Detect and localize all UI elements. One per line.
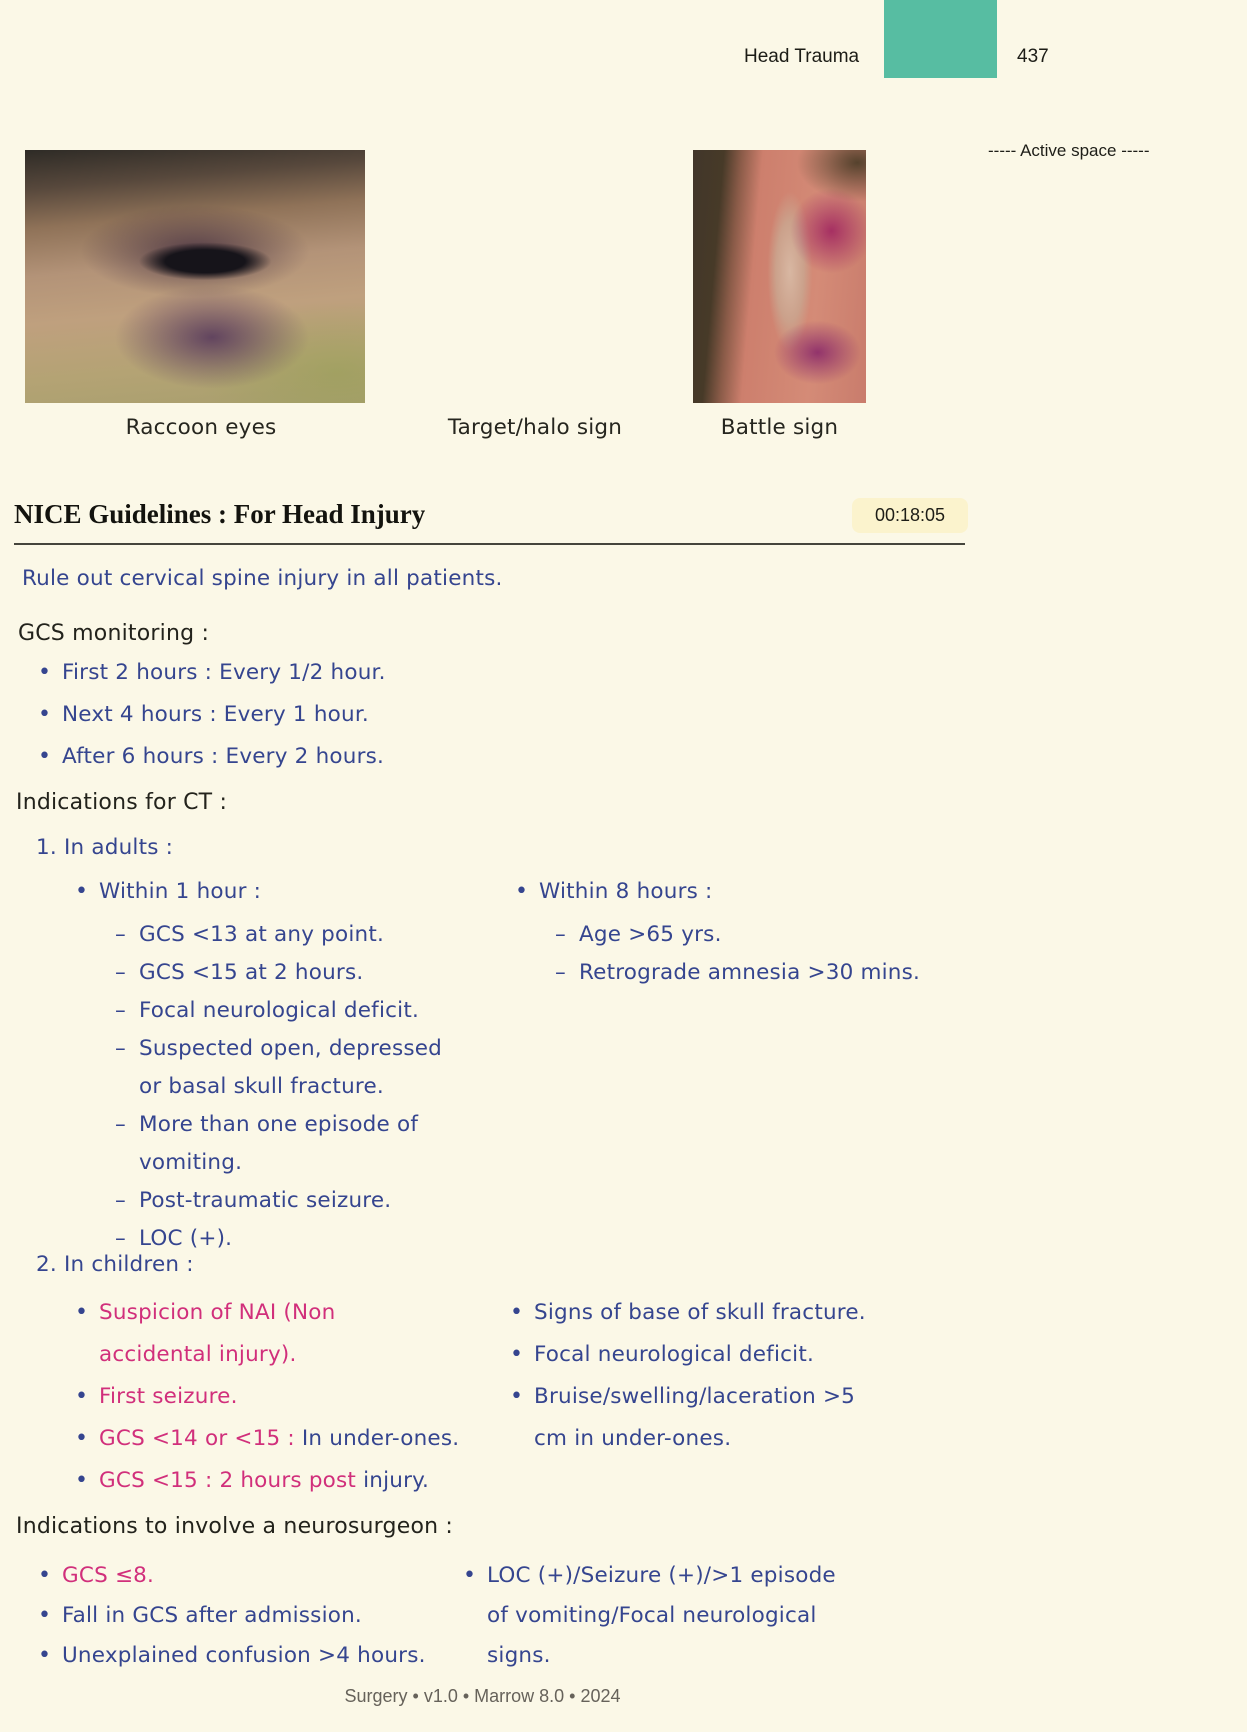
children-right-list: [510, 1292, 889, 1460]
children-left-column: [75, 1292, 510, 1502]
chapter-title: Head Trauma: [744, 46, 860, 67]
plain-text: Unexplained confusion >4 hours.: [62, 1643, 426, 1668]
plain-text: Fall in GCS after admission.: [62, 1603, 362, 1628]
neurosurgeon-columns: [38, 1556, 852, 1676]
dash-item: – More than one episode of vomiting.: [115, 1106, 515, 1182]
figures-row: [25, 150, 866, 440]
neurosurgeon-left-list: [38, 1556, 463, 1676]
neurosurgeon-right-list: [463, 1556, 852, 1676]
dash-item: – Post-traumatic seizure.: [115, 1182, 515, 1220]
list-item: • First 2 hours : Every 1/2 hour.: [38, 652, 386, 694]
list-item: • Bruise/swelling/laceration >5 cm in under-ones.: [510, 1376, 889, 1460]
highlighted-text: GCS <15 : 2 hours post: [99, 1468, 357, 1493]
footer-credits: Surgery • v1.0 • Marrow 8.0 • 2024: [344, 1686, 621, 1706]
video-timestamp-chip[interactable]: 00:18:05: [852, 498, 968, 533]
list-item: • LOC (+)/Seizure (+)/>1 episode of vomiting/Focal neurological signs.: [463, 1556, 852, 1676]
ct-indications-heading: Indications for CT :: [16, 790, 228, 815]
raccoon-eyes-photo: [25, 150, 365, 403]
highlighted-text: First seizure.: [99, 1384, 238, 1409]
list-item: [75, 1460, 510, 1502]
list-item: • Focal neurological deficit.: [510, 1334, 889, 1376]
dash-item: – LOC (+).: [115, 1220, 515, 1258]
page-number: 437: [1017, 46, 1049, 67]
highlighted-text: GCS <14 or <15 :: [99, 1426, 295, 1451]
figure-caption: Raccoon eyes: [125, 415, 277, 440]
chapter-color-tab: [884, 0, 997, 78]
within-8-hours-column: [515, 874, 920, 992]
section-title: NICE Guidelines : For Head Injury: [14, 499, 426, 529]
list-item: [38, 1596, 463, 1636]
within-8-hours-list: [515, 916, 920, 992]
dash-item: – GCS <15 at 2 hours.: [115, 954, 515, 992]
within-8-hours-label: • Within 8 hours :: [515, 874, 920, 910]
list-item: • Next 4 hours : Every 1 hour.: [38, 694, 386, 736]
neurosurgeon-right-column: [463, 1556, 852, 1676]
children-left-list: [75, 1292, 510, 1502]
plain-text: In under-ones.: [294, 1426, 460, 1451]
adults-columns: [75, 874, 920, 1258]
highlighted-text: Suspicion of NAI (Non accidental injury).: [99, 1300, 336, 1367]
children-columns: [75, 1292, 889, 1502]
figure-battle-sign: [693, 150, 866, 440]
within-1-hour-list: [75, 916, 515, 1258]
dash-item: – Suspected open, depressed or basal skull fracture.: [115, 1030, 469, 1106]
within-1-hour-label: • Within 1 hour :: [75, 874, 515, 910]
list-item: [75, 1376, 510, 1418]
figure-target-halo-sign: [377, 150, 693, 440]
list-item: • Signs of base of skull fracture.: [510, 1292, 889, 1334]
figure-raccoon-eyes: [25, 150, 377, 440]
list-item: • After 6 hours : Every 2 hours.: [38, 736, 386, 778]
plain-text: injury.: [356, 1468, 430, 1493]
children-label: 2. In children :: [36, 1252, 194, 1277]
dash-item: – Retrograde amnesia >30 mins.: [555, 954, 920, 992]
figure-caption: Battle sign: [720, 415, 839, 440]
neurosurgeon-heading: Indications to involve a neurosurgeon :: [16, 1514, 454, 1539]
highlighted-text: GCS ≤8.: [62, 1563, 155, 1588]
adults-label: 1. In adults :: [36, 835, 174, 860]
gcs-monitoring-heading: GCS monitoring :: [18, 621, 210, 646]
battle-sign-photo: [693, 150, 866, 403]
list-item: [75, 1292, 439, 1376]
dash-item: – Age >65 yrs.: [555, 916, 920, 954]
within-1-hour-column: [75, 874, 515, 1258]
dash-item: – Focal neurological deficit.: [115, 992, 515, 1030]
active-space-label: ----- Active space -----: [988, 141, 1150, 160]
neurosurgeon-left-column: [38, 1556, 463, 1676]
dash-item: – GCS <13 at any point.: [115, 916, 515, 954]
list-item: [38, 1556, 463, 1596]
section-divider: [14, 543, 965, 545]
list-item: [75, 1418, 510, 1460]
note-intro: Rule out cervical spine injury in all patients.: [22, 566, 503, 591]
target-halo-sign-photo: [377, 150, 673, 403]
gcs-monitoring-list: [38, 652, 386, 778]
figure-caption: Target/halo sign: [447, 415, 623, 440]
list-item: [38, 1636, 463, 1676]
children-right-column: [510, 1292, 889, 1460]
